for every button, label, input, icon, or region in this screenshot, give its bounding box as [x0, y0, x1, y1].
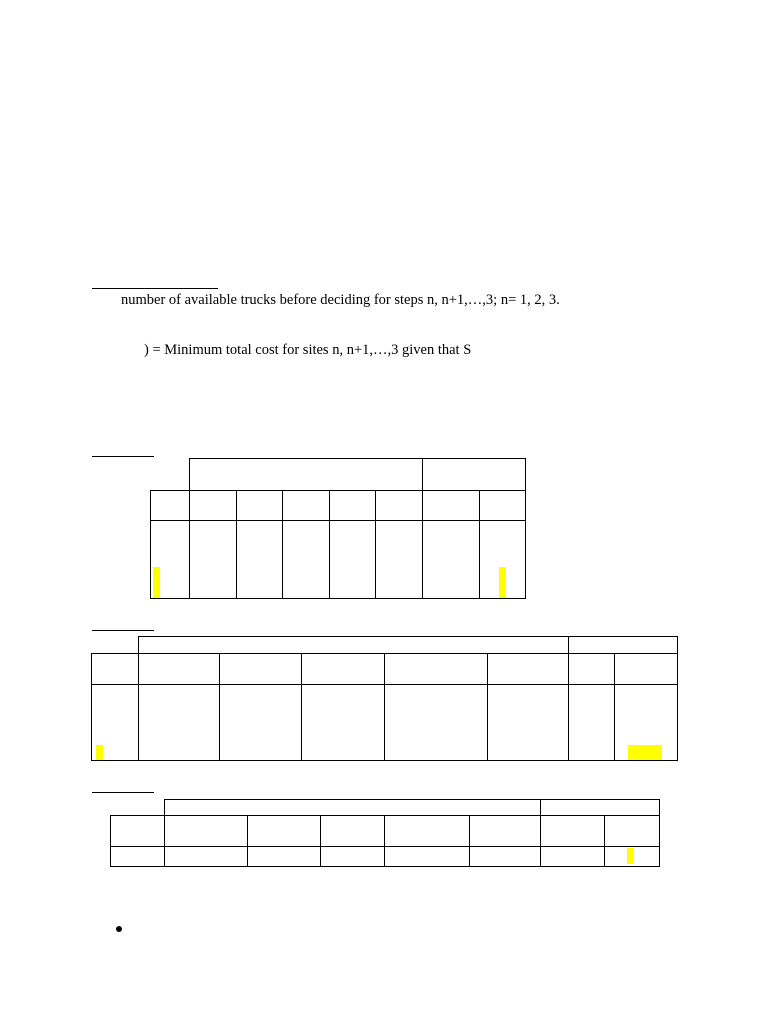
table-1-column-divider: [375, 490, 376, 599]
table-3-group-header-left: [164, 799, 541, 816]
table-3-column-divider: [384, 815, 385, 867]
table-2-caption-underline: [92, 630, 154, 631]
table-1-caption-underline: [92, 456, 154, 457]
table-1-column-divider: [189, 490, 190, 599]
table-2-group-header-right: [568, 636, 678, 654]
table-3-header-row-divider: [110, 846, 660, 847]
table-2-column-divider: [614, 653, 615, 761]
table-1-column-divider: [236, 490, 237, 599]
table-3-column-divider: [469, 815, 470, 867]
table-2-column-divider: [487, 653, 488, 761]
table-1-highlight-left: [153, 567, 160, 598]
table-1-body: [150, 490, 526, 599]
table-3-column-divider: [320, 815, 321, 867]
table-1-column-divider: [282, 490, 283, 599]
table-2-column-divider: [301, 653, 302, 761]
table-3-group-header-right: [540, 799, 660, 816]
table-1-highlight-right: [499, 567, 506, 598]
table-1-header-row-divider: [150, 520, 526, 521]
table-2-highlight-right: [628, 745, 662, 760]
table-3-column-divider: [247, 815, 248, 867]
definitions-underline: [92, 288, 218, 289]
table-1-column-divider: [329, 490, 330, 599]
table-3-caption-underline: [92, 792, 154, 793]
definition-cost-function: ) = Minimum total cost for sites n, n+1,…,3 given that S: [144, 342, 472, 358]
table-2-column-divider: [219, 653, 220, 761]
table-3-column-divider: [604, 815, 605, 867]
table-1-group-header-left: [189, 458, 423, 491]
table-2-column-divider: [568, 653, 569, 761]
table-3-column-divider: [540, 815, 541, 867]
table-2-group-header-left: [138, 636, 569, 654]
table-3-body: [110, 815, 660, 867]
table-2-column-divider: [384, 653, 385, 761]
table-3-highlight: [627, 848, 634, 864]
table-2-highlight-left: [96, 745, 103, 760]
definition-state-variable: number of available trucks before deciding for steps n, n+1,…,3; n= 1, 2, 3.: [121, 292, 560, 308]
bullet-icon: [116, 926, 122, 932]
table-3-column-divider: [164, 815, 165, 867]
table-1-column-divider: [422, 490, 423, 599]
table-1-group-header-right: [422, 458, 526, 491]
table-2-column-divider: [138, 653, 139, 761]
table-1-column-divider: [479, 490, 480, 599]
